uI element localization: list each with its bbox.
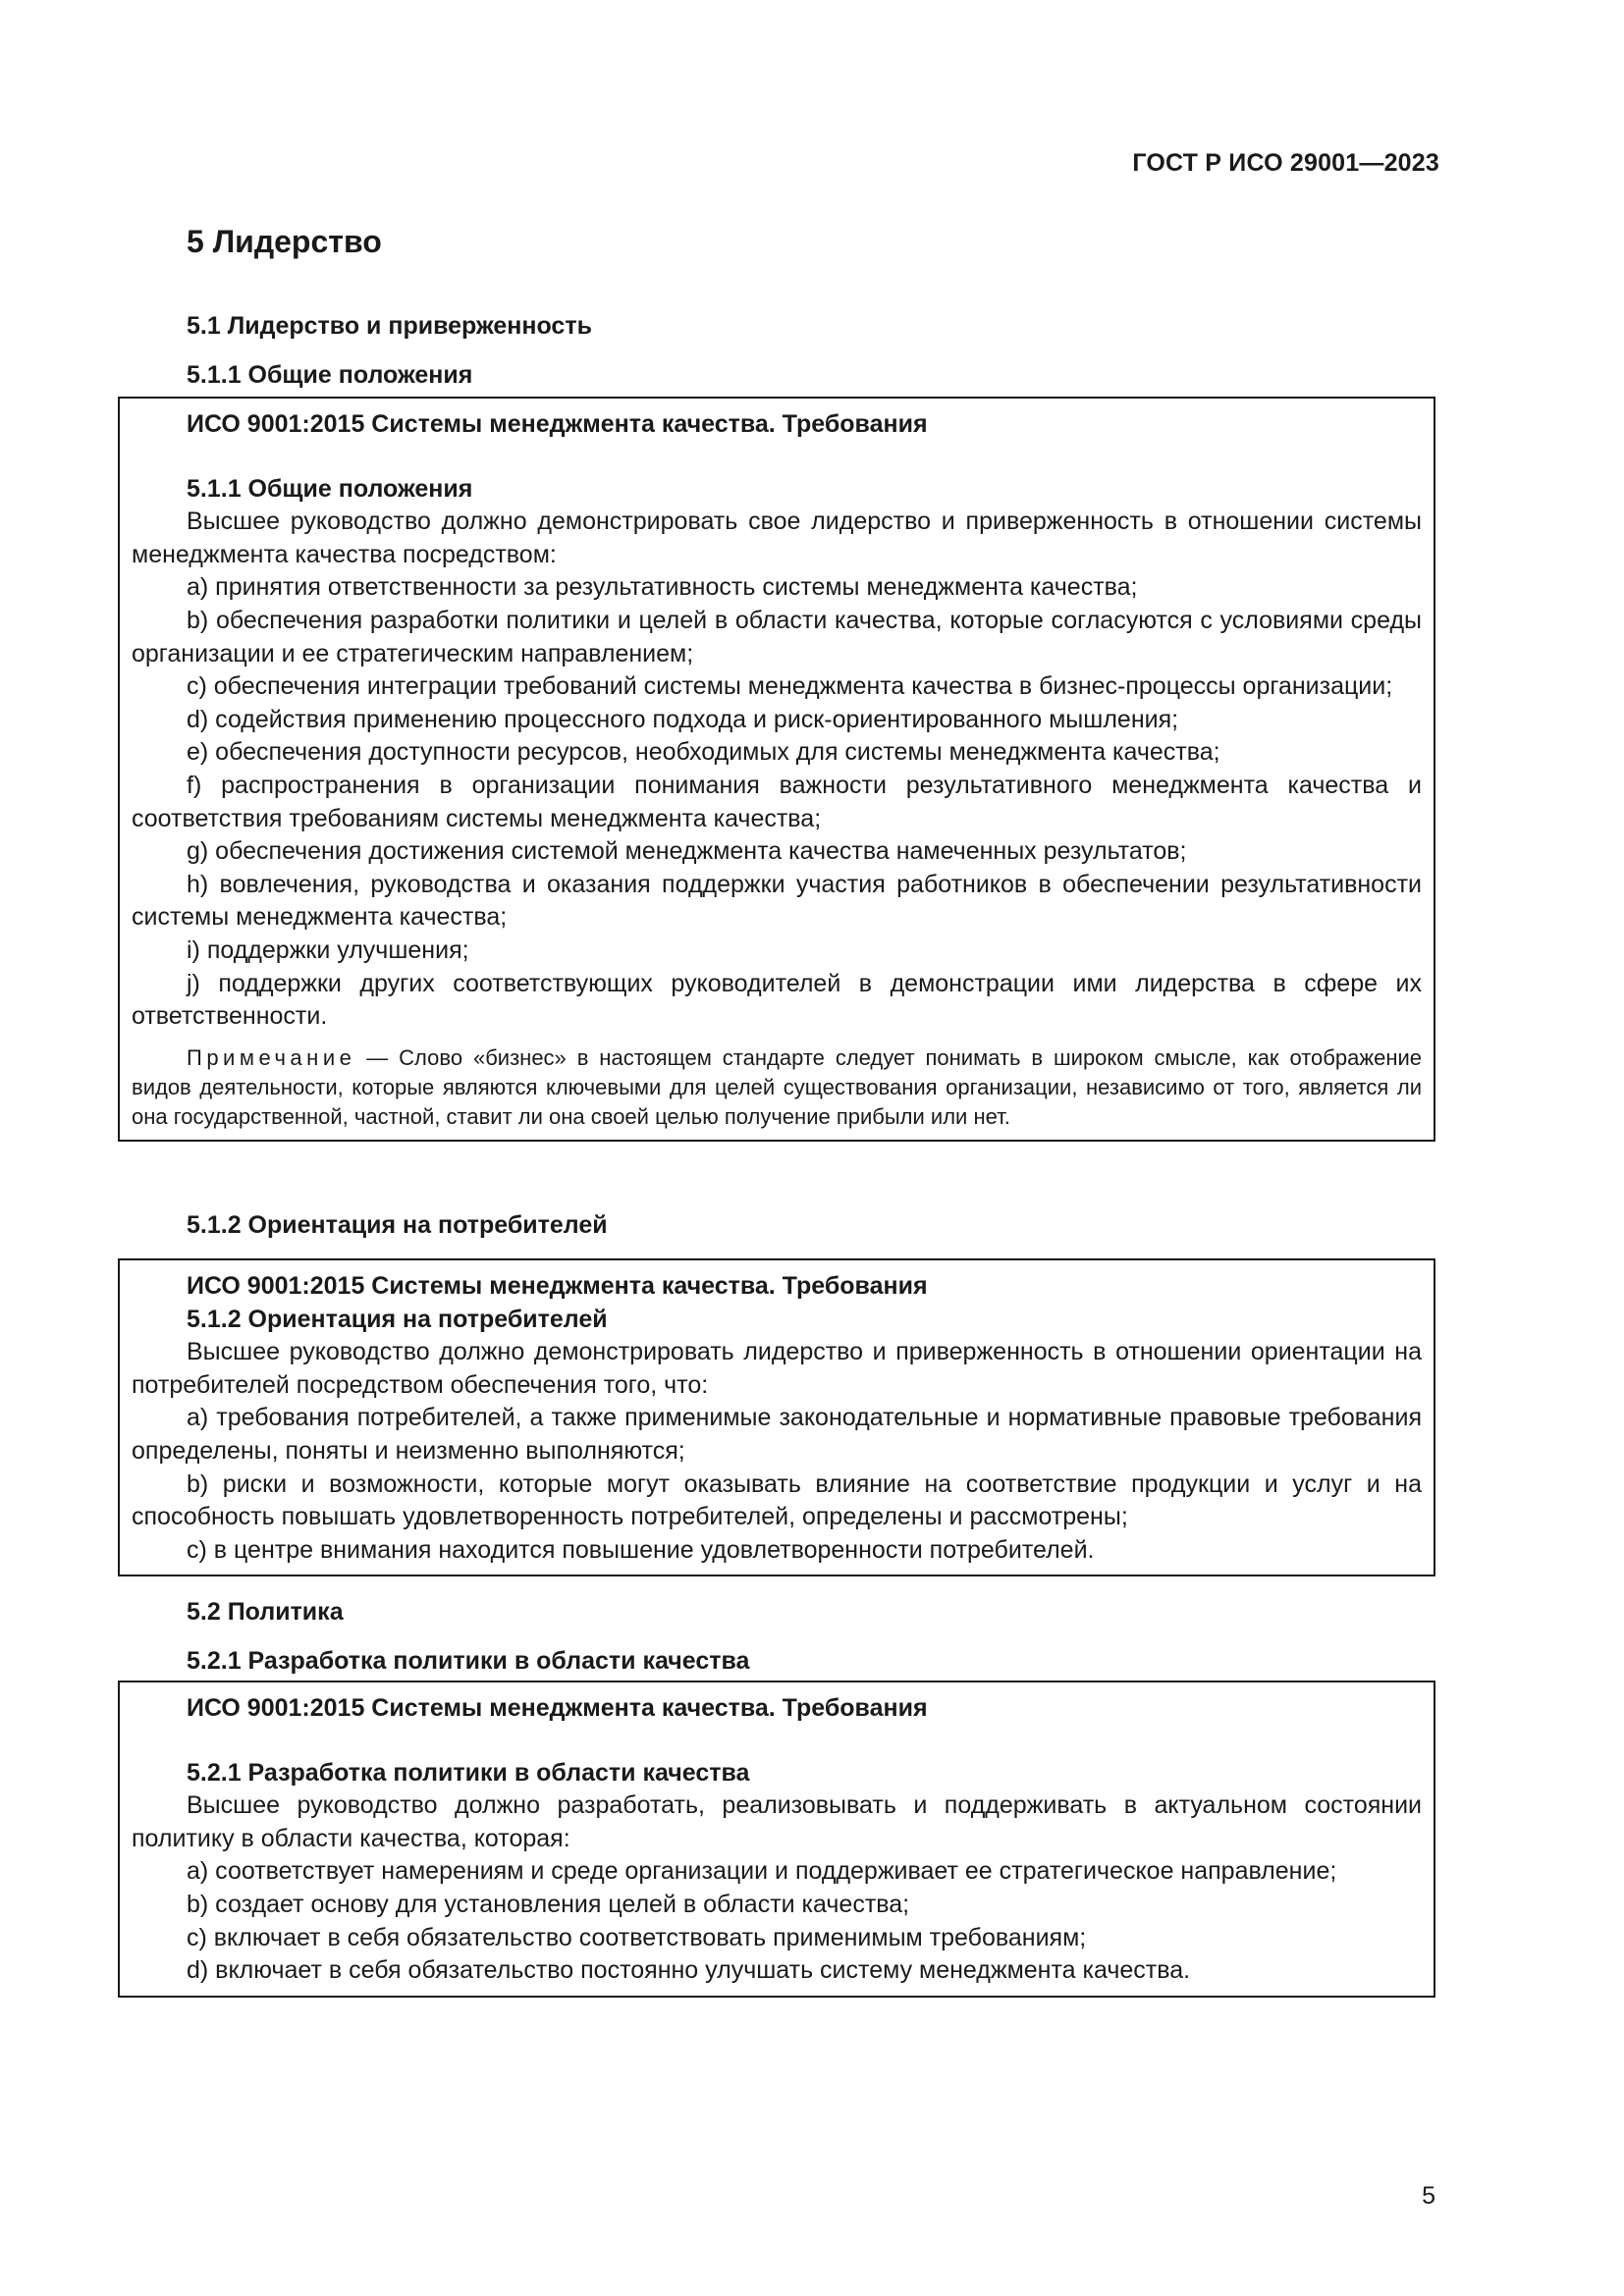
list-item: i) поддержки улучшения;	[187, 935, 469, 964]
list-item: c) в центре внимания находится повышение удовлетворенности потребителей.	[187, 1535, 1095, 1564]
section-title: 5 Лидерство	[187, 224, 382, 259]
note-label: Примечание	[187, 1044, 356, 1070]
list-item: a) требования потребителей, а также применимые законодательные и нормативные правовые требования определены, поняты и неизменно выполняются;	[132, 1404, 1422, 1465]
list-item: h) вовлечения, руководства и оказания поддержки участия работников в обеспечении результативности системы менеджмента качества;	[132, 870, 1422, 932]
box-title: ИСО 9001:2015 Системы менеджмента качества. Требования	[187, 1272, 928, 1300]
box-subtitle: 5.2.1 Разработка политики в области качества	[187, 1758, 750, 1787]
quote-box-5-1-2	[118, 1258, 1435, 1576]
quote-box-5-1-1	[118, 397, 1435, 1142]
list-item: j) поддержки других соответствующих руководителей в демонстрации ими лидерства в сфере их ответственности.	[132, 969, 1422, 1031]
quote-box-5-2-1	[118, 1681, 1435, 1998]
subsection-5-1-1-title: 5.1.1 Общие положения	[187, 361, 473, 389]
subsection-5-1-2-title: 5.1.2 Ориентация на потребителей	[187, 1211, 608, 1239]
list-item: f) распространения в организации понимания важности результативного менеджмента качества и соответствия требованиям системы менеджмента качества;	[132, 771, 1422, 832]
list-item: a) соответствует намерениям и среде организации и поддерживает ее стратегическое направление;	[187, 1857, 1337, 1886]
list-item: d) содействия применению процессного подхода и риск-ориентированного мышления;	[187, 705, 1179, 733]
list-item: a) принятия ответственности за результативность системы менеджмента качества;	[187, 573, 1138, 602]
note-text: — Слово «бизнес» в настоящем стандарте следует понимать в широком смысле, как отображение видов деятельности, которые являются ключевыми для целей существования организации, независимо от того, является ли она государственной, частной, ставит ли она своей целью получение прибыли или нет.	[132, 1044, 1422, 1129]
list-item: e) обеспечения доступности ресурсов, необходимых для системы менеджмента качества;	[187, 738, 1220, 767]
standard-header: ГОСТ Р ИСО 29001—2023	[1132, 149, 1439, 177]
list-item: b) обеспечения разработки политики и целей в области качества, которые согласуются с условиями среды организации и ее стратегическим направлением;	[132, 606, 1422, 667]
list-item: c) обеспечения интеграции требований системы менеджмента качества в бизнес-процессы организации;	[187, 672, 1393, 701]
list-item: d) включает в себя обязательство постоянно улучшать систему менеджмента качества.	[187, 1956, 1191, 1985]
list-item: g) обеспечения достижения системой менеджмента качества намеченных результатов;	[187, 837, 1187, 866]
subsection-5-1-title: 5.1 Лидерство и приверженность	[187, 312, 592, 340]
subsection-5-2-title: 5.2 Политика	[187, 1598, 344, 1626]
box-subtitle: 5.1.2 Ориентация на потребителей	[187, 1305, 608, 1333]
spacer	[132, 442, 1422, 473]
page-number: 5	[1422, 2182, 1435, 2210]
note	[132, 1043, 1422, 1132]
paragraph: Высшее руководство должно разработать, реализовывать и поддерживать в актуальном состоянии политику в области качества, которая:	[132, 1791, 1422, 1852]
paragraph: Высшее руководство должно демонстрировать свое лидерство и приверженность в отношении системы менеджмента качества посредством:	[132, 507, 1422, 568]
list-item: b) риски и возможности, которые могут оказывать влияние на соответствие продукции и услуг и на способность повышать удовлетворенность потребителей, определены и рассмотрены;	[132, 1469, 1422, 1531]
box-subtitle: 5.1.1 Общие положения	[187, 474, 473, 503]
subsection-5-2-1-title: 5.2.1 Разработка политики в области качества	[187, 1647, 750, 1675]
box-title: ИСО 9001:2015 Системы менеджмента качества. Требования	[187, 410, 928, 438]
list-item: b) создает основу для установления целей в области качества;	[187, 1890, 910, 1918]
list-item: c) включает в себя обязательство соответствовать применимым требованиям;	[187, 1923, 1087, 1951]
paragraph: Высшее руководство должно демонстрировать лидерство и приверженность в отношении ориентации на потребителей посредством обеспечения того, что:	[132, 1338, 1422, 1399]
spacer	[132, 1726, 1422, 1757]
box-title: ИСО 9001:2015 Системы менеджмента качества. Требования	[187, 1694, 928, 1722]
